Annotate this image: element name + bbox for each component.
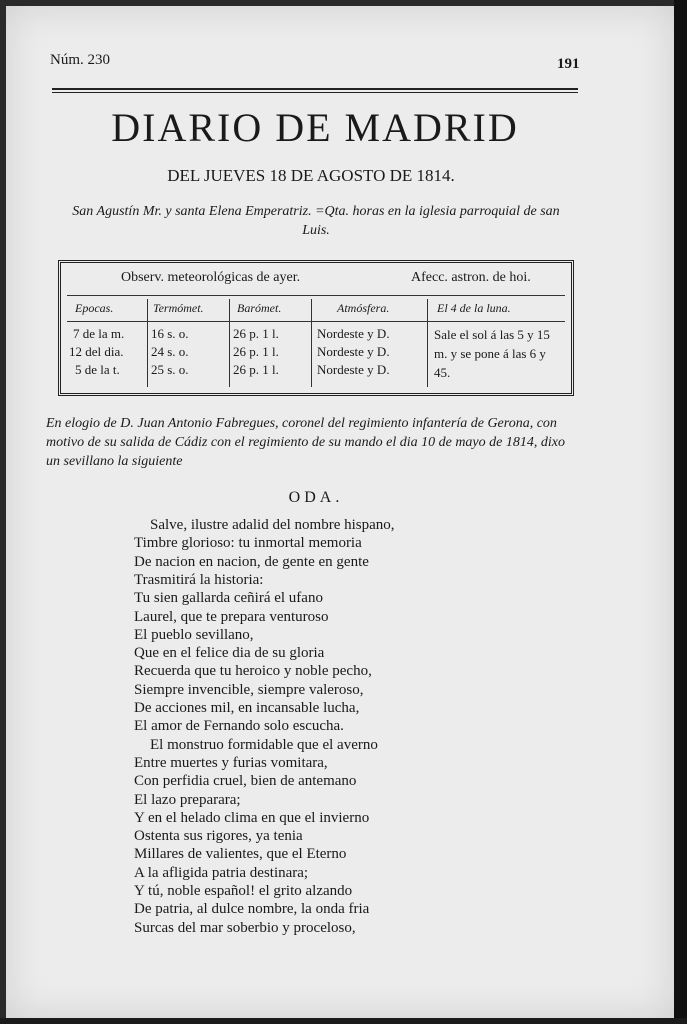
ode-dedication: En elogio de D. Juan Antonio Fabregues, coronel del regimiento infantería de Gerona, con motivo de su salida de Cádiz con el regimiento de su mando el dia 10 de mayo de 1814, dixo un sevillano la siguiente [46, 416, 565, 469]
poem-line: Y tú, noble español! el grito alzando [134, 883, 353, 899]
poem-line: De acciones mil, en incansable lucha, [134, 700, 360, 716]
table-cell: Nordeste y D. [317, 326, 390, 341]
table-cell: 5 de la t. [75, 362, 120, 377]
poem-line: Salve, ilustre adalid del nombre hispano, [150, 517, 395, 533]
col-header-atmosfera: Atmósfera. [337, 301, 390, 315]
issue-number: Núm. 230 [50, 52, 110, 68]
astronomical-header: Afecc. astron. de hoi. [411, 270, 531, 285]
ode-title: ODA. [288, 489, 344, 506]
table-cell: Nordeste y D. [317, 344, 390, 359]
poem-line: Y en el helado clima en que el invierno [134, 809, 370, 826]
column-divider [147, 299, 148, 387]
poem-line: Que en el felice dia de su gloria [134, 645, 325, 662]
poem-line: El lazo preparara; [134, 791, 241, 808]
column-divider [427, 299, 428, 387]
weather-table [58, 260, 574, 396]
poem-line: Millares de valientes, que el Eterno [134, 846, 347, 863]
col-header-termometro: Termómet. [153, 301, 204, 315]
col-header-barometro: Barómet. [237, 301, 282, 315]
page-number: 191 [557, 56, 580, 72]
weather-observations-header: Observ. meteorológicas de ayer. [121, 270, 301, 285]
column-divider [311, 299, 312, 387]
poem-line: El amor de Fernando solo escucha. [134, 718, 344, 735]
table-divider [67, 295, 565, 296]
scan-edge [674, 0, 687, 1024]
poem-line: Timbre glorioso: tu inmortal memoria [134, 535, 362, 552]
poem-line: El pueblo sevillano, [134, 626, 254, 643]
column-divider [229, 299, 230, 387]
col-header-luna: El 4 de la luna. [437, 301, 511, 315]
poem-line: Surcas del mar soberbio y proceloso, [134, 919, 356, 936]
scan-edge [0, 1018, 687, 1024]
poem-line: El monstruo formidable que el averno [150, 736, 378, 753]
table-cell: 26 p. 1 l. [233, 344, 279, 359]
masthead-title: DIARIO DE MADRID [111, 105, 519, 150]
table-cell: 26 p. 1 l. [233, 362, 279, 377]
poem-line: Con perfidia cruel, bien de antemano [134, 773, 357, 790]
poem-line: Laurel, que te prepara venturoso [134, 608, 329, 625]
table-cell: 12 del dia. [69, 344, 124, 359]
poem-line: Recuerda que tu heroico y noble pecho, [134, 663, 372, 680]
table-divider [67, 321, 565, 322]
poem-line: Tu sien gallarda ceñirá el ufano [134, 590, 323, 607]
table-cell: 26 p. 1 l. [233, 326, 279, 341]
poem-line: A la afligida patria destinara; [134, 864, 309, 881]
poem-line: Entre muertes y furias vomitara, [134, 754, 328, 771]
table-cell: 24 s. o. [151, 344, 189, 359]
header-rule [52, 88, 578, 93]
saints-of-the-day: San Agustín Mr. y santa Elena Emperatriz. =Qta. horas en la iglesia parroquial de san Luis. [72, 204, 560, 238]
col-header-epocas: Epocas. [75, 301, 114, 315]
table-cell: 25 s. o. [151, 362, 189, 377]
table-cell: Nordeste y D. [317, 362, 390, 377]
table-cell: 7 de la m. [73, 326, 125, 341]
poem-line: Ostenta sus rigores, ya tenia [134, 828, 303, 845]
sunrise-sunset-text: Sale el sol á las 5 y 15 m. y se pone á las 6 y 45. [434, 327, 550, 380]
poem-line: Siempre invencible, siempre valeroso, [134, 681, 364, 698]
poem-line: Trasmitirá la historia: [134, 571, 264, 588]
issue-date: DEL JUEVES 18 DE AGOSTO DE 1814. [167, 166, 455, 185]
poem-line: De nacion en nacion, de gente en gente [134, 553, 369, 570]
newspaper-page [6, 6, 674, 1018]
poem-line: De patria, al dulce nombre, la onda fria [134, 901, 370, 918]
table-cell: 16 s. o. [151, 326, 189, 341]
